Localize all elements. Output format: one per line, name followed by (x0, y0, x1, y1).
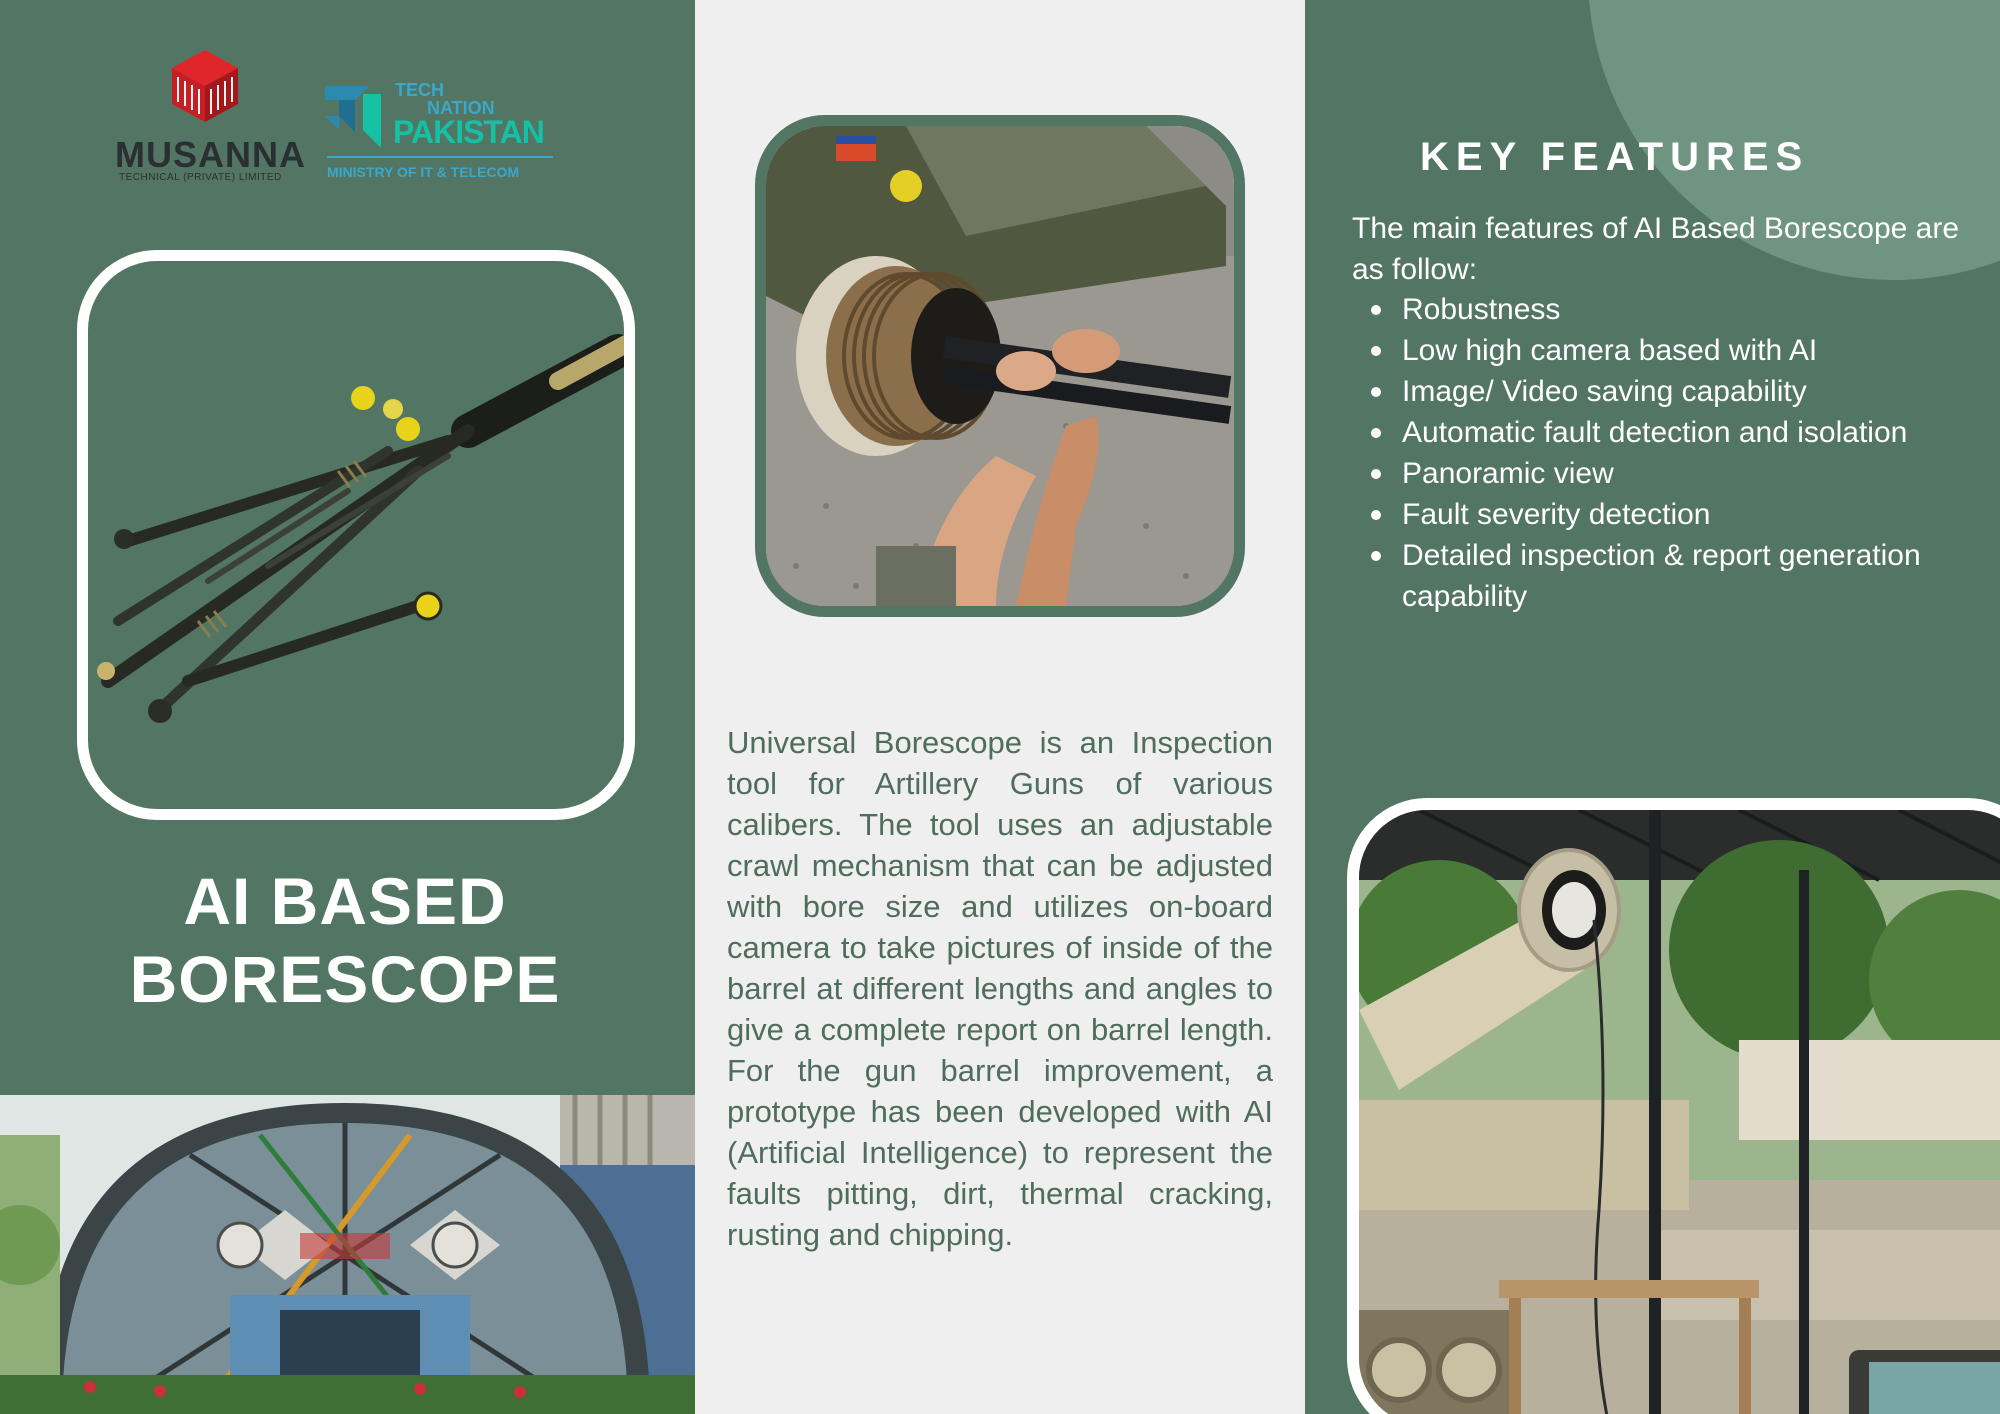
title-line-2: BORESCOPE (129, 942, 561, 1016)
bullet-icon (1371, 510, 1381, 520)
musanna-logo (115, 50, 306, 185)
gun-inspection-photo (1359, 810, 2000, 1414)
feature-text: Automatic fault detection and isolation (1402, 416, 1908, 449)
bullet-icon (1371, 387, 1381, 397)
list-item (1402, 494, 2000, 535)
key-features-list (1352, 289, 2000, 617)
feature-text: Detailed inspection & report generation capability (1402, 539, 1921, 613)
list-item (1402, 412, 2000, 453)
bullet-icon (1371, 305, 1381, 315)
page-title (40, 862, 650, 1018)
borescope-tool-photo-frame (77, 250, 635, 820)
feature-text: Robustness (1402, 293, 1561, 326)
feature-text: Fault severity detection (1402, 498, 1711, 531)
title-line-1: AI BASED (183, 864, 507, 938)
bullet-icon (1371, 346, 1381, 356)
list-item (1402, 453, 2000, 494)
musanna-subtitle: TECHNICAL (PRIVATE) LIMITED (119, 172, 282, 183)
list-item (1402, 535, 2000, 617)
cube-logo-icon (172, 50, 238, 122)
tech-nation-divider (327, 156, 553, 158)
tech-nation-mark-icon (325, 86, 393, 148)
tech-nation-ministry: MINISTRY OF IT & TELECOM (327, 164, 520, 180)
barrel-inspection-photo (766, 126, 1234, 606)
tech-nation-line2: NATION (427, 98, 495, 118)
key-features-heading: KEY FEATURES (1420, 135, 1810, 179)
list-item (1402, 371, 2000, 412)
gun-inspection-photo-frame (1347, 798, 2000, 1414)
musanna-wordmark: MUSANNA (115, 134, 306, 175)
feature-text: Low high camera based with AI (1402, 334, 1818, 367)
tech-nation-logo (325, 80, 555, 190)
left-panel (0, 0, 695, 1414)
key-features-intro: The main features of AI Based Borescope are as follow: (1352, 212, 1960, 286)
tech-nation-line1: TECH (395, 80, 444, 100)
building-photo (0, 1095, 695, 1414)
barrel-inspection-photo-frame (755, 115, 1245, 617)
product-description: Universal Borescope is an Inspection tool for Artillery Guns of various calibers. The tool uses an adjustable crawl mechanism that can be adjusted with bore size and utilizes on-board camera to take pictures of inside of the barrel at different lengths and angles to give a complete report on barrel length. For the gun barrel improvement, a prototype has been developed with AI (Artificial Intelligence) to represent the faults pitting, dirt, thermal cracking, rusting and chipping. (727, 725, 1273, 1252)
bullet-icon (1371, 469, 1381, 479)
feature-text: Image/ Video saving capability (1402, 375, 1807, 408)
list-item (1402, 289, 2000, 330)
middle-panel (695, 0, 1305, 1414)
tech-nation-line3: PAKISTAN (393, 114, 544, 150)
bullet-icon (1371, 428, 1381, 438)
list-item (1402, 330, 2000, 371)
borescope-tool-photo (88, 261, 624, 809)
feature-text: Panoramic view (1402, 457, 1614, 490)
right-panel (1305, 0, 2000, 1414)
bullet-icon (1371, 551, 1381, 561)
